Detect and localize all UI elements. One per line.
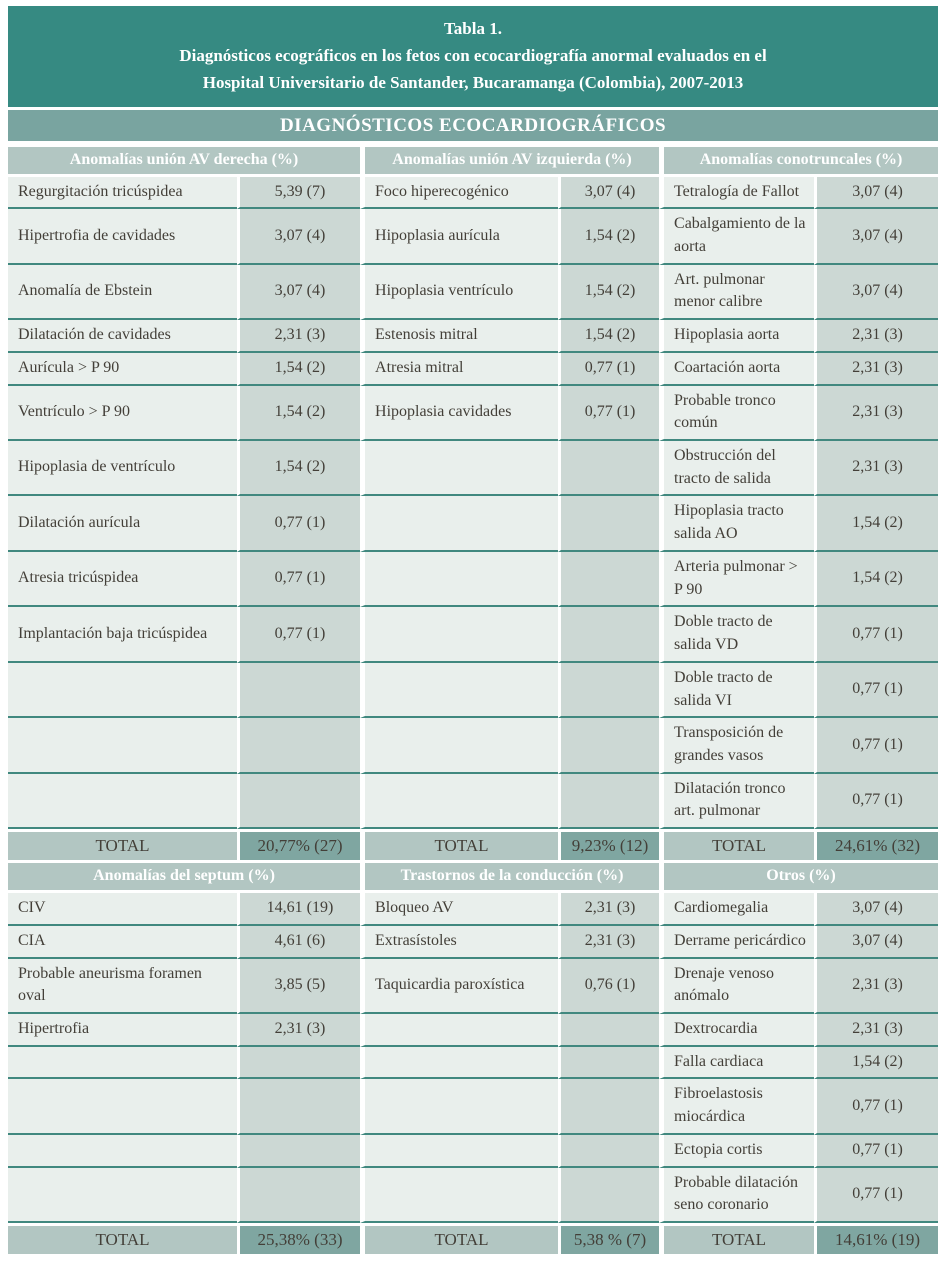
table-row bbox=[8, 607, 938, 662]
diagnosis-value-cell: 2,31 (3) bbox=[237, 320, 360, 353]
diagnosis-value-cell: 2,31 (3) bbox=[814, 353, 938, 386]
table-row bbox=[8, 441, 938, 496]
diagnosis-value-cell: 2,31 (3) bbox=[814, 320, 938, 353]
table-row bbox=[8, 386, 938, 441]
table-section-banner: DIAGNÓSTICOS ECOCARDIOGRÁFICOS bbox=[8, 110, 938, 141]
diagnosis-label-cell: Cardiomegalia bbox=[659, 893, 814, 926]
diagnoses-table bbox=[8, 144, 938, 1254]
diagnosis-label-cell bbox=[360, 552, 558, 607]
diagnosis-label-cell bbox=[8, 1047, 237, 1080]
diagnosis-label-cell: Doble tracto de salida VD bbox=[659, 607, 814, 662]
diagnosis-value-cell bbox=[237, 774, 360, 829]
diagnosis-label-cell: Foco hiperecogénico bbox=[360, 177, 558, 210]
section-column-header: Trastornos de la conducción (%) bbox=[360, 860, 659, 893]
section-column-header: Anomalías del septum (%) bbox=[8, 860, 360, 893]
diagnosis-value-cell bbox=[558, 1168, 659, 1223]
diagnosis-label-cell bbox=[360, 1168, 558, 1223]
table-row bbox=[8, 718, 938, 773]
diagnosis-value-cell: 3,07 (4) bbox=[237, 265, 360, 320]
diagnosis-value-cell bbox=[558, 607, 659, 662]
diagnosis-value-cell: 1,54 (2) bbox=[237, 353, 360, 386]
diagnosis-value-cell: 0,77 (1) bbox=[814, 1168, 938, 1223]
diagnosis-value-cell: 3,07 (4) bbox=[814, 209, 938, 264]
diagnosis-label-cell: Derrame pericárdico bbox=[659, 926, 814, 959]
diagnosis-label-cell: Bloqueo AV bbox=[360, 893, 558, 926]
table-title-line-1: Diagnósticos ecográficos en los fetos con ecocardiografía anormal evaluados en el bbox=[179, 46, 767, 66]
diagnosis-value-cell: 1,54 (2) bbox=[814, 496, 938, 551]
table-row bbox=[8, 209, 938, 264]
diagnosis-value-cell bbox=[237, 1079, 360, 1134]
total-value-cell: 9,23% (12) bbox=[558, 829, 659, 860]
diagnosis-label-cell bbox=[360, 607, 558, 662]
table-row bbox=[8, 893, 938, 926]
table-row bbox=[8, 353, 938, 386]
diagnosis-label-cell bbox=[360, 441, 558, 496]
diagnosis-label-cell bbox=[8, 1079, 237, 1134]
table-number: Tabla 1. bbox=[444, 19, 502, 38]
diagnosis-value-cell: 0,77 (1) bbox=[814, 1079, 938, 1134]
diagnosis-label-cell bbox=[360, 663, 558, 718]
diagnosis-value-cell: 0,77 (1) bbox=[814, 1135, 938, 1168]
total-value-cell: 14,61% (19) bbox=[814, 1223, 938, 1254]
table-row bbox=[8, 1014, 938, 1047]
table-row bbox=[8, 496, 938, 551]
diagnosis-label-cell: Falla cardiaca bbox=[659, 1047, 814, 1080]
diagnosis-value-cell: 0,77 (1) bbox=[237, 552, 360, 607]
diagnosis-value-cell: 5,39 (7) bbox=[237, 177, 360, 210]
section-column-header: Anomalías unión AV izquierda (%) bbox=[360, 144, 659, 177]
diagnosis-label-cell: Art. pulmonar menor calibre bbox=[659, 265, 814, 320]
diagnosis-label-cell: Hipoplasia de ventrículo bbox=[8, 441, 237, 496]
diagnosis-value-cell: 0,77 (1) bbox=[814, 607, 938, 662]
diagnosis-label-cell bbox=[360, 1135, 558, 1168]
table-row bbox=[8, 774, 938, 829]
diagnosis-value-cell: 3,07 (4) bbox=[814, 265, 938, 320]
section-column-header: Otros (%) bbox=[659, 860, 938, 893]
diagnosis-value-cell: 1,54 (2) bbox=[814, 552, 938, 607]
diagnosis-label-cell: Transposición de grandes vasos bbox=[659, 718, 814, 773]
diagnosis-value-cell: 3,07 (4) bbox=[814, 926, 938, 959]
diagnosis-value-cell bbox=[237, 718, 360, 773]
table-row bbox=[8, 959, 938, 1014]
diagnosis-label-cell: Ectopia cortis bbox=[659, 1135, 814, 1168]
diagnosis-value-cell: 0,77 (1) bbox=[237, 496, 360, 551]
diagnosis-value-cell: 0,76 (1) bbox=[558, 959, 659, 1014]
diagnosis-value-cell: 2,31 (3) bbox=[814, 386, 938, 441]
diagnosis-label-cell: Taquicardia paroxística bbox=[360, 959, 558, 1014]
diagnosis-value-cell bbox=[237, 1168, 360, 1223]
diagnosis-label-cell bbox=[8, 1135, 237, 1168]
diagnosis-value-cell: 2,31 (3) bbox=[237, 1014, 360, 1047]
diagnosis-value-cell bbox=[558, 718, 659, 773]
diagnosis-label-cell bbox=[8, 718, 237, 773]
diagnosis-label-cell bbox=[360, 774, 558, 829]
table-title-line-2: Hospital Universitario de Santander, Bucaramanga (Colombia), 2007-2013 bbox=[202, 73, 744, 93]
total-row bbox=[8, 829, 938, 860]
diagnosis-value-cell bbox=[558, 774, 659, 829]
diagnosis-value-cell: 1,54 (2) bbox=[558, 265, 659, 320]
table-row bbox=[8, 177, 938, 210]
diagnosis-label-cell: Hipoplasia tracto salida AO bbox=[659, 496, 814, 551]
diagnosis-value-cell: 0,77 (1) bbox=[558, 353, 659, 386]
diagnosis-label-cell: Hipoplasia ventrículo bbox=[360, 265, 558, 320]
table-title-band bbox=[8, 6, 938, 107]
diagnosis-value-cell bbox=[558, 663, 659, 718]
diagnosis-value-cell: 2,31 (3) bbox=[814, 441, 938, 496]
diagnosis-value-cell: 3,85 (5) bbox=[237, 959, 360, 1014]
table-row bbox=[8, 1168, 938, 1223]
total-label-cell: TOTAL bbox=[360, 829, 558, 860]
diagnosis-value-cell bbox=[558, 552, 659, 607]
diagnosis-label-cell: CIA bbox=[8, 926, 237, 959]
table-section-1 bbox=[8, 144, 938, 861]
table-row bbox=[8, 1047, 938, 1080]
diagnosis-label-cell: Hipoplasia aurícula bbox=[360, 209, 558, 264]
diagnosis-label-cell: Anomalía de Ebstein bbox=[8, 265, 237, 320]
diagnosis-label-cell: Implantación baja tricúspidea bbox=[8, 607, 237, 662]
diagnosis-label-cell bbox=[360, 1079, 558, 1134]
diagnosis-label-cell: Doble tracto de salida VI bbox=[659, 663, 814, 718]
diagnosis-label-cell: Dilatación aurícula bbox=[8, 496, 237, 551]
diagnosis-value-cell: 1,54 (2) bbox=[814, 1047, 938, 1080]
table-section-2 bbox=[8, 860, 938, 1254]
diagnosis-value-cell bbox=[237, 1047, 360, 1080]
diagnosis-value-cell bbox=[558, 1135, 659, 1168]
total-value-cell: 5,38 % (7) bbox=[558, 1223, 659, 1254]
diagnosis-label-cell: Probable aneurisma foramen oval bbox=[8, 959, 237, 1014]
diagnosis-value-cell: 1,54 (2) bbox=[558, 209, 659, 264]
table-row bbox=[8, 552, 938, 607]
total-value-cell: 25,38% (33) bbox=[237, 1223, 360, 1254]
diagnosis-value-cell: 3,07 (4) bbox=[814, 893, 938, 926]
table-row bbox=[8, 265, 938, 320]
diagnosis-label-cell: Hipoplasia cavidades bbox=[360, 386, 558, 441]
diagnosis-value-cell bbox=[558, 1047, 659, 1080]
diagnosis-label-cell: Aurícula > P 90 bbox=[8, 353, 237, 386]
diagnosis-value-cell: 2,31 (3) bbox=[814, 959, 938, 1014]
total-row bbox=[8, 1223, 938, 1254]
section-column-header: Anomalías conotruncales (%) bbox=[659, 144, 938, 177]
total-label-cell: TOTAL bbox=[8, 829, 237, 860]
table-row bbox=[8, 1079, 938, 1134]
diagnosis-value-cell bbox=[558, 496, 659, 551]
diagnosis-value-cell: 0,77 (1) bbox=[558, 386, 659, 441]
table-row bbox=[8, 320, 938, 353]
diagnosis-label-cell bbox=[360, 496, 558, 551]
diagnosis-label-cell: Arteria pulmonar > P 90 bbox=[659, 552, 814, 607]
diagnosis-label-cell: Dilatación de cavidades bbox=[8, 320, 237, 353]
diagnosis-label-cell: CIV bbox=[8, 893, 237, 926]
diagnosis-value-cell: 1,54 (2) bbox=[558, 320, 659, 353]
diagnosis-value-cell: 2,31 (3) bbox=[558, 893, 659, 926]
diagnosis-label-cell: Extrasístoles bbox=[360, 926, 558, 959]
diagnosis-label-cell bbox=[8, 774, 237, 829]
diagnosis-value-cell bbox=[237, 1135, 360, 1168]
diagnosis-label-cell bbox=[8, 1168, 237, 1223]
diagnosis-value-cell: 4,61 (6) bbox=[237, 926, 360, 959]
diagnosis-label-cell: Drenaje venoso anómalo bbox=[659, 959, 814, 1014]
diagnosis-label-cell: Obstrucción del tracto de salida bbox=[659, 441, 814, 496]
diagnosis-label-cell bbox=[8, 663, 237, 718]
section-header-row bbox=[8, 144, 938, 177]
diagnosis-label-cell: Fibroelastosis miocárdica bbox=[659, 1079, 814, 1134]
diagnosis-value-cell: 0,77 (1) bbox=[814, 774, 938, 829]
diagnosis-label-cell bbox=[360, 1014, 558, 1047]
diagnosis-label-cell: Hipertrofia bbox=[8, 1014, 237, 1047]
diagnosis-label-cell: Probable dilatación seno coronario bbox=[659, 1168, 814, 1223]
total-label-cell: TOTAL bbox=[8, 1223, 237, 1254]
diagnosis-label-cell: Atresia tricúspidea bbox=[8, 552, 237, 607]
diagnosis-value-cell: 14,61 (19) bbox=[237, 893, 360, 926]
diagnosis-label-cell: Ventrículo > P 90 bbox=[8, 386, 237, 441]
total-label-cell: TOTAL bbox=[360, 1223, 558, 1254]
diagnosis-label-cell: Atresia mitral bbox=[360, 353, 558, 386]
diagnosis-label-cell: Cabalgamiento de la aorta bbox=[659, 209, 814, 264]
diagnosis-label-cell: Dilatación tronco art. pulmonar bbox=[659, 774, 814, 829]
diagnosis-value-cell bbox=[558, 1014, 659, 1047]
diagnosis-value-cell: 2,31 (3) bbox=[558, 926, 659, 959]
total-label-cell: TOTAL bbox=[659, 829, 814, 860]
diagnosis-value-cell: 0,77 (1) bbox=[237, 607, 360, 662]
diagnosis-value-cell bbox=[558, 1079, 659, 1134]
diagnosis-value-cell: 3,07 (4) bbox=[237, 209, 360, 264]
diagnosis-label-cell: Dextrocardia bbox=[659, 1014, 814, 1047]
diagnosis-value-cell: 0,77 (1) bbox=[814, 663, 938, 718]
diagnosis-value-cell: 3,07 (4) bbox=[814, 177, 938, 210]
diagnosis-label-cell bbox=[360, 718, 558, 773]
table-row bbox=[8, 1135, 938, 1168]
diagnosis-label-cell: Probable tronco común bbox=[659, 386, 814, 441]
diagnosis-label-cell: Hipertrofia de cavidades bbox=[8, 209, 237, 264]
diagnosis-value-cell: 2,31 (3) bbox=[814, 1014, 938, 1047]
diagnosis-value-cell: 0,77 (1) bbox=[814, 718, 938, 773]
section-column-header: Anomalías unión AV derecha (%) bbox=[8, 144, 360, 177]
table-row bbox=[8, 926, 938, 959]
diagnosis-value-cell: 1,54 (2) bbox=[237, 441, 360, 496]
total-value-cell: 24,61% (32) bbox=[814, 829, 938, 860]
diagnosis-label-cell: Estenosis mitral bbox=[360, 320, 558, 353]
diagnosis-label-cell: Regurgitación tricúspidea bbox=[8, 177, 237, 210]
diagnosis-label-cell: Coartación aorta bbox=[659, 353, 814, 386]
table-row bbox=[8, 663, 938, 718]
diagnosis-value-cell: 1,54 (2) bbox=[237, 386, 360, 441]
total-value-cell: 20,77% (27) bbox=[237, 829, 360, 860]
total-label-cell: TOTAL bbox=[659, 1223, 814, 1254]
diagnosis-value-cell bbox=[237, 663, 360, 718]
diagnosis-label-cell: Tetralogía de Fallot bbox=[659, 177, 814, 210]
section-header-row bbox=[8, 860, 938, 893]
diagnosis-value-cell: 3,07 (4) bbox=[558, 177, 659, 210]
diagnosis-label-cell bbox=[360, 1047, 558, 1080]
diagnosis-value-cell bbox=[558, 441, 659, 496]
diagnosis-label-cell: Hipoplasia aorta bbox=[659, 320, 814, 353]
